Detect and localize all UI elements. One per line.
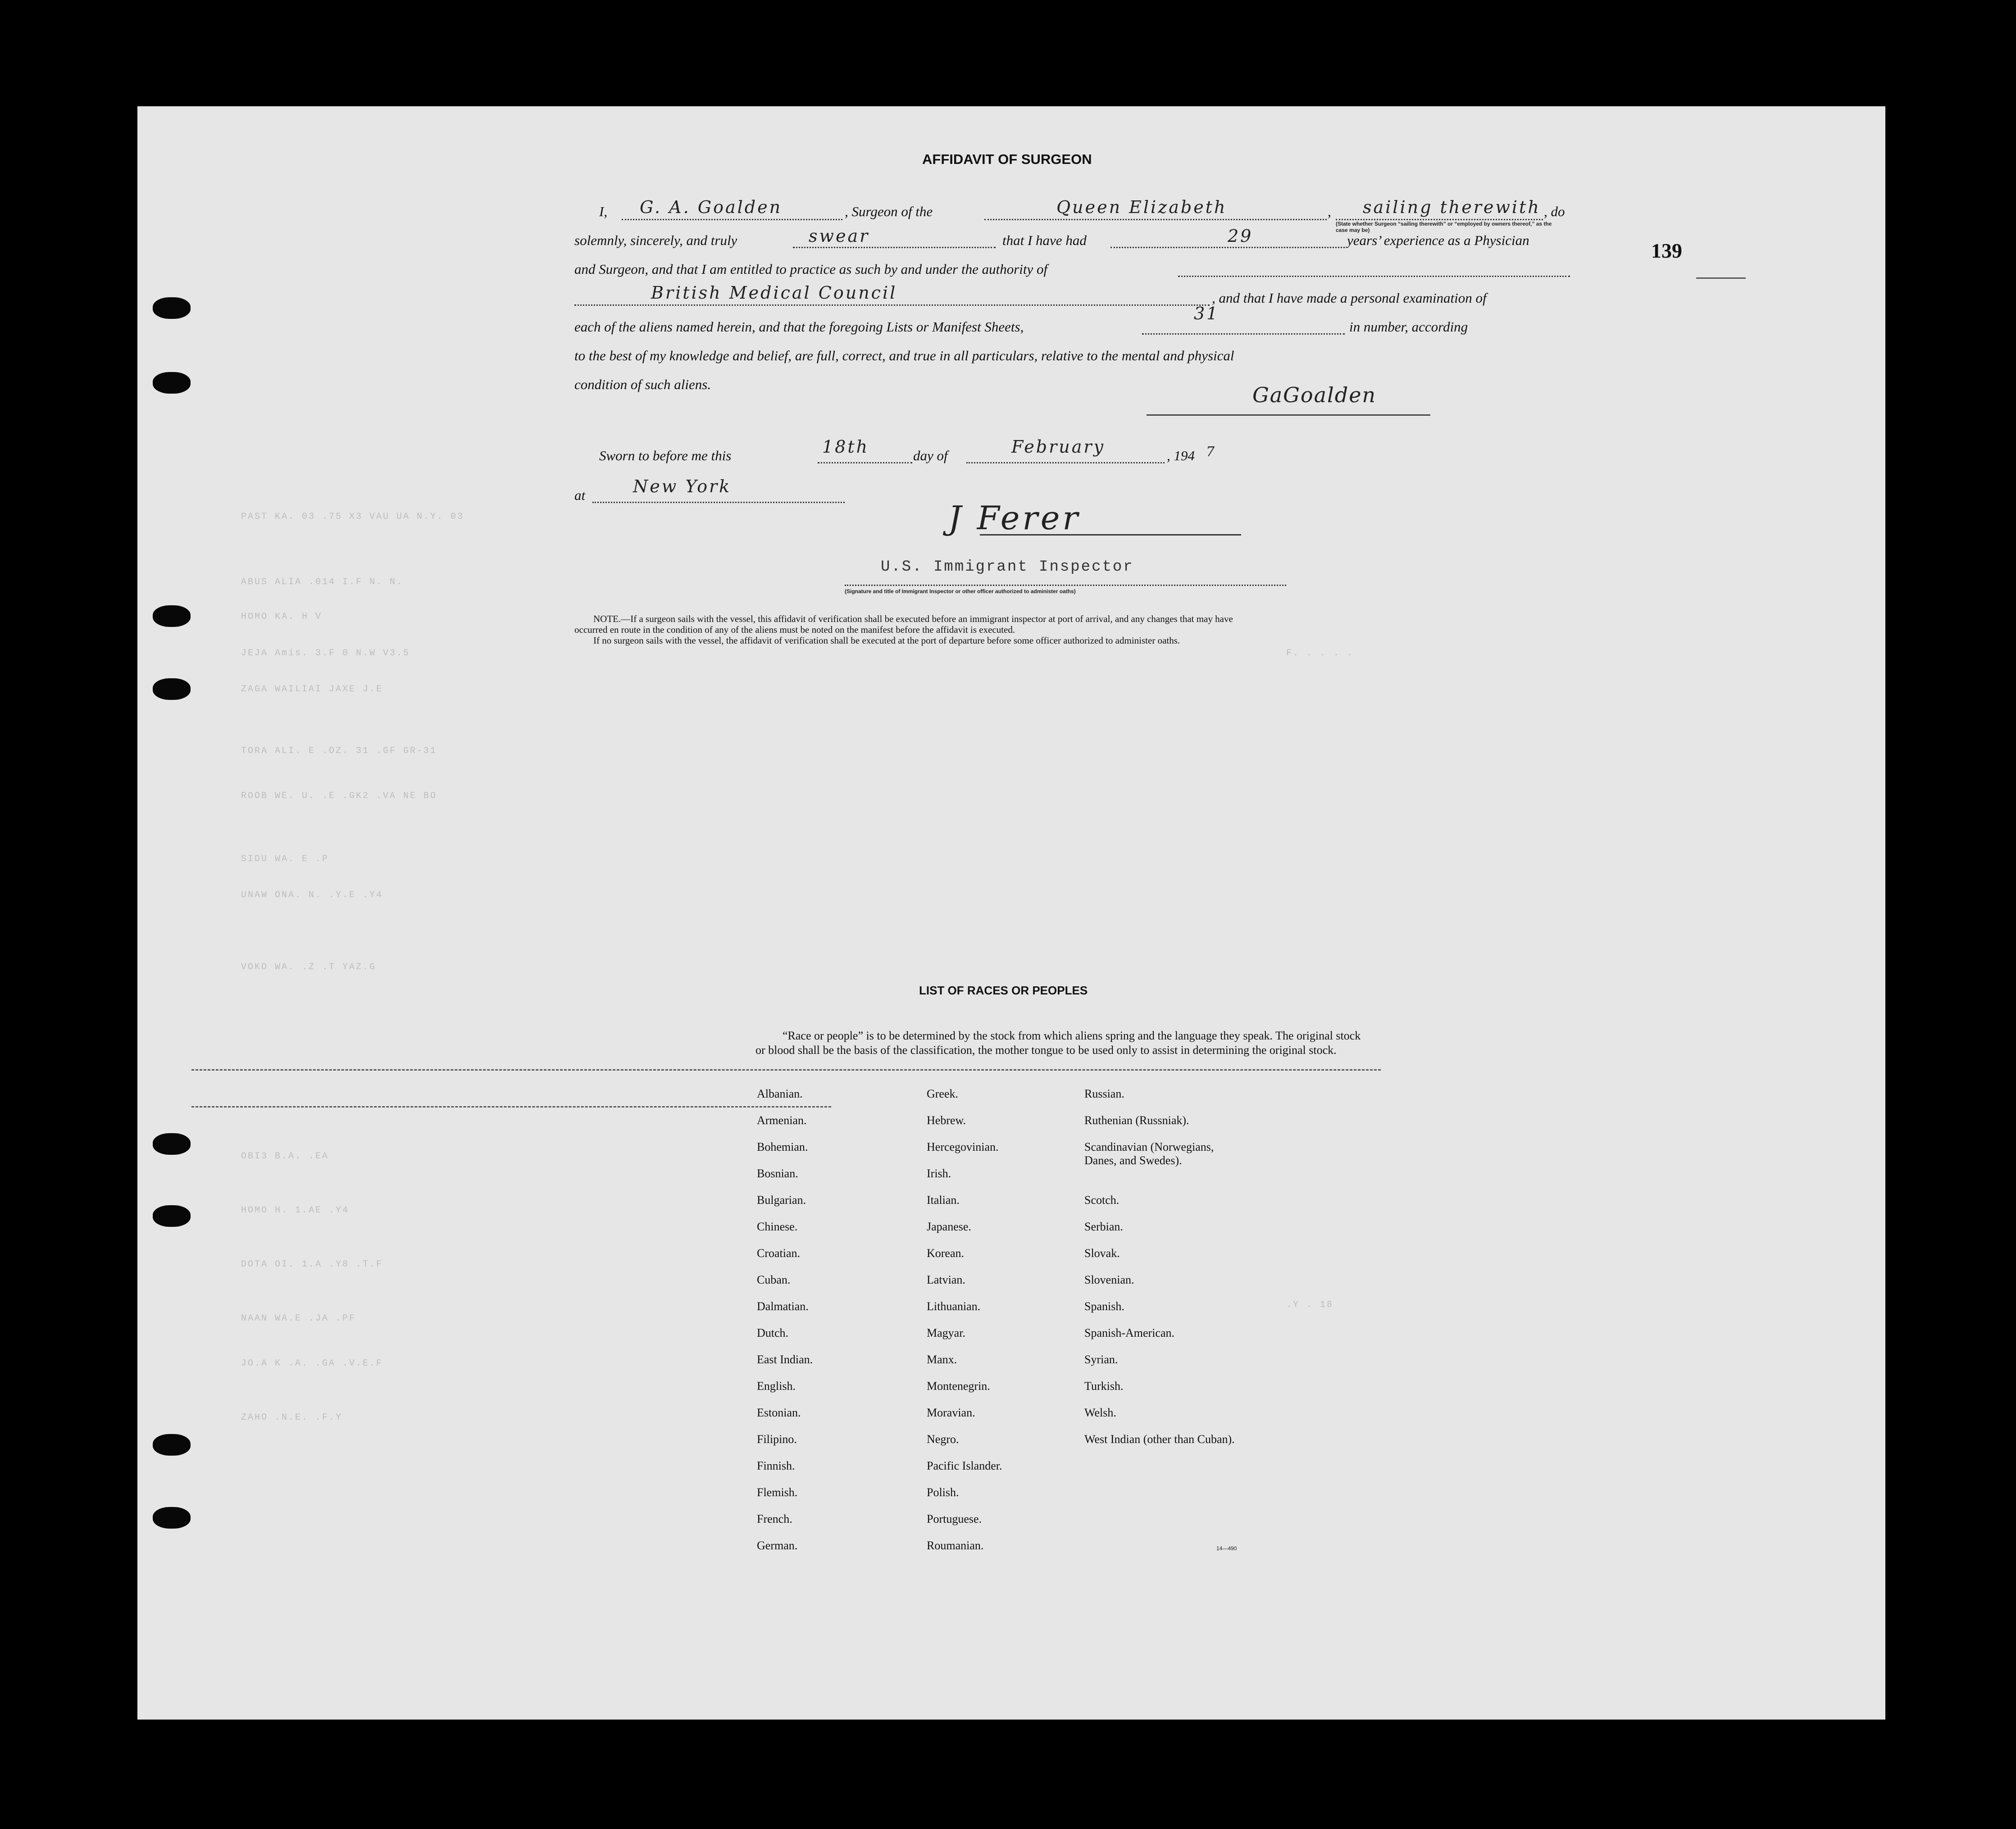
- race-item: Latvian.: [927, 1273, 965, 1286]
- dashed-rule: [191, 1106, 831, 1107]
- race-item: Spanish.: [1084, 1300, 1124, 1313]
- races-column-1: [757, 1087, 813, 1566]
- race-item: Roumanian.: [927, 1539, 984, 1552]
- race-item: East Indian.: [757, 1353, 813, 1366]
- affidavit-line7: condition of such aliens.: [574, 377, 711, 392]
- race-item: Italian.: [927, 1194, 960, 1207]
- race-item: Lithuanian.: [927, 1300, 981, 1313]
- affidavit-line5-a: each of the aliens named herein, and that the foregoing Lists or Manifest Sheets,: [574, 319, 1024, 335]
- document-page: [137, 106, 1885, 1720]
- authority-handwritten: British Medical Council: [651, 283, 897, 303]
- month-blank: [966, 462, 1165, 463]
- bleed-through-text: .Y . 18: [1286, 1300, 1334, 1310]
- bleed-through-text: ROOB WE. U. .E .GK2 .VA NE BO: [241, 791, 437, 801]
- affidavit-line1-c: ,: [1328, 204, 1331, 219]
- bleed-through-text: ZAHO .N.E. .F.Y: [241, 1412, 343, 1423]
- race-item: Bulgarian.: [757, 1194, 806, 1207]
- race-item: Armenian.: [757, 1114, 807, 1127]
- note-line3: If no surgeon sails with the vessel, the affidavit of verification shall be executed at the port of departure before some officer authorized to administer oaths.: [593, 635, 1180, 646]
- note-line2: occurred en route in the condition of any of the aliens must be noted on the manifest before the affidavit is executed.: [574, 624, 1015, 635]
- page-number: 139: [1651, 239, 1682, 262]
- race-item: Portuguese.: [927, 1512, 982, 1525]
- races-column-2: [927, 1087, 1002, 1566]
- sworn-text-a: Sworn to before me this: [599, 448, 732, 463]
- bleed-through-text: VOKO WA. .Z .T YAZ.G: [241, 962, 377, 972]
- binder-hole: [153, 1434, 191, 1456]
- bleed-through-text: PAST KA. 03 .75 X3 VAU UA N.Y. 03: [241, 512, 464, 522]
- binder-hole: [153, 605, 191, 627]
- bleed-through-text: TORA ALI. E .OZ. 31 .GF GR-31: [241, 746, 437, 756]
- affidavit-line1-d: , do: [1544, 204, 1565, 219]
- race-item: Estonian.: [757, 1406, 801, 1419]
- day-handwritten: 18th: [822, 437, 869, 457]
- binder-hole: [153, 1133, 191, 1155]
- bleed-through-text: OBI3 B.A. .EA: [241, 1151, 329, 1162]
- surgeon-name-handwritten: G. A. Goalden: [640, 197, 783, 217]
- oath-blank: [793, 247, 996, 248]
- race-item: German.: [757, 1539, 798, 1552]
- at-label: at: [574, 487, 586, 503]
- authority-blank-1: [1178, 276, 1570, 277]
- dashed-rule: [191, 1069, 1381, 1071]
- race-item: Polish.: [927, 1486, 959, 1499]
- race-item: Scandinavian (Norwegians, Danes, and Swedes).: [1084, 1140, 1214, 1167]
- race-item: Albanian.: [757, 1087, 803, 1100]
- race-item: West Indian (other than Cuban).: [1084, 1433, 1235, 1446]
- ship-name-blank: [984, 219, 1327, 220]
- race-item: Japanese.: [927, 1220, 971, 1233]
- race-item: Russian.: [1084, 1087, 1124, 1100]
- race-item: Spanish-American.: [1084, 1326, 1175, 1339]
- race-item: French.: [757, 1512, 792, 1525]
- race-item: Syrian.: [1084, 1353, 1118, 1366]
- race-item: Flemish.: [757, 1486, 798, 1499]
- day-blank: [818, 462, 912, 463]
- race-item: Manx.: [927, 1353, 957, 1366]
- inspector-blank: [845, 585, 1286, 586]
- race-item: Serbian.: [1084, 1220, 1123, 1233]
- sworn-text-c: , 194: [1167, 448, 1195, 463]
- bleed-through-text: HOMO KA. H V: [241, 612, 323, 622]
- bleed-through-text: ZAGA WAILIAI JAXE J.E: [241, 684, 383, 694]
- race-item: Moravian.: [927, 1406, 975, 1419]
- race-item: Finnish.: [757, 1459, 795, 1472]
- month-handwritten: February: [1011, 437, 1106, 457]
- bleed-through-text: ABUS ALIA .014 I.F N. N.: [241, 577, 404, 587]
- affidavit-line3: and Surgeon, and that I am entitled to practice as such by and under the authority of: [574, 261, 1048, 277]
- race-item: Bohemian.: [757, 1140, 808, 1153]
- capacity-handwritten: sailing therewith: [1363, 197, 1541, 217]
- oath-handwritten: swear: [809, 226, 870, 246]
- race-item: Bosnian.: [757, 1167, 798, 1180]
- binder-hole: [153, 1205, 191, 1227]
- races-title: LIST OF RACES OR PEOPLES: [919, 984, 1088, 997]
- bleed-through-text: NAAN WA.E .JA .PF: [241, 1313, 356, 1324]
- binder-hole: [153, 678, 191, 700]
- race-item: Greek.: [927, 1087, 959, 1100]
- sheets-blank: [1142, 333, 1345, 335]
- race-item: Slovenian.: [1084, 1273, 1134, 1286]
- race-item: Filipino.: [757, 1433, 797, 1446]
- race-item: Cuban.: [757, 1273, 791, 1286]
- margin-mark: [1696, 277, 1746, 279]
- races-column-3: [1084, 1087, 1247, 1486]
- bleed-through-text: JEJA Amis. 3.F 0 N.W V3.5: [241, 648, 410, 658]
- races-intro: “Race or people” is to be determined by the stock from which aliens spring and the language they speak. The original stock or blood shall be the basis of the classification, the mother tongue to be used only to assist in determining the original stock.: [755, 1029, 1361, 1057]
- inspector-signature-line: [980, 534, 1241, 536]
- note-line1: NOTE.—If a surgeon sails with the vessel, this affidavit of verification shall be executed before an immigrant inspector at port of arrival, and any changes that may have: [593, 613, 1233, 624]
- race-item: Dutch.: [757, 1326, 789, 1339]
- bleed-through-text: HOMO H. 1.AE .Y4: [241, 1205, 350, 1216]
- affidavit-title: AFFIDAVIT OF SURGEON: [922, 151, 1092, 167]
- race-item: Scotch.: [1084, 1194, 1119, 1207]
- bleed-through-text: SIDU WA. E .P: [241, 854, 329, 864]
- race-item: Irish.: [927, 1167, 951, 1180]
- bleed-through-text: F. . . . .: [1286, 648, 1354, 658]
- binder-hole: [153, 297, 191, 319]
- form-number: 14—490: [1216, 1545, 1237, 1552]
- race-item: Welsh.: [1084, 1406, 1116, 1419]
- years-handwritten: 29: [1228, 226, 1253, 246]
- affidavit-line1-a: I,: [599, 204, 608, 219]
- race-item: Pacific Islander.: [927, 1459, 1002, 1472]
- race-item: Montenegrin.: [927, 1380, 990, 1393]
- affidavit-line5-b: in number, according: [1349, 319, 1468, 335]
- place-handwritten: New York: [633, 477, 732, 496]
- bleed-through-text: DOTA OI. 1.A .Y8 .T.F: [241, 1259, 383, 1270]
- years-blank: [1110, 247, 1345, 248]
- inspector-caption: (Signature and title of Immigrant Inspector or other officer authorized to administer oaths): [845, 588, 1076, 595]
- affidavit-line4: , and that I have made a personal examination of: [1212, 290, 1487, 306]
- surgeon-name-blank: [622, 219, 842, 220]
- race-item: Hercegovinian.: [927, 1140, 999, 1153]
- affidavit-line2-a: solemnly, sincerely, and truly: [574, 232, 737, 248]
- affidavit-line2-b: that I have had: [1002, 232, 1087, 248]
- race-item: Croatian.: [757, 1247, 801, 1260]
- bleed-through-text: UNAW ONA. N. .Y.E .Y4: [241, 890, 383, 900]
- race-item: Chinese.: [757, 1220, 798, 1233]
- year-digit-handwritten: 7: [1206, 444, 1217, 460]
- bleed-through-text: JO.A K .A. .GA .V.E.F: [241, 1358, 383, 1369]
- inspector-signature: J Ferer: [948, 499, 1081, 537]
- capacity-note: (State whether Surgeon “sailing therewith” or “employed by owners thereof,” as the case may be): [1336, 221, 1552, 233]
- race-item: Negro.: [927, 1433, 959, 1446]
- race-item: Korean.: [927, 1247, 965, 1260]
- signature-line: [1147, 414, 1430, 416]
- binder-hole: [153, 1507, 191, 1529]
- race-item: Slovak.: [1084, 1247, 1120, 1260]
- race-item: Dalmatian.: [757, 1300, 809, 1313]
- sworn-text-b: day of: [913, 448, 948, 463]
- place-blank: [592, 502, 845, 503]
- surgeon-signature: GaGoalden: [1252, 383, 1377, 407]
- inspector-title-stamp: U.S. Immigrant Inspector: [881, 558, 1134, 576]
- capacity-blank: [1336, 219, 1543, 220]
- race-item: Ruthenian (Russniak).: [1084, 1114, 1189, 1127]
- race-item: English.: [757, 1380, 796, 1393]
- ship-name-handwritten: Queen Elizabeth: [1056, 197, 1227, 217]
- affidavit-line2-c: years’ experience as a Physician: [1347, 232, 1529, 248]
- race-item: Hebrew.: [927, 1114, 966, 1127]
- affidavit-line1-b: , Surgeon of the: [845, 204, 933, 219]
- affidavit-line6: to the best of my knowledge and belief, are full, correct, and true in all particulars, relative to the mental and physical: [574, 348, 1234, 363]
- sheets-handwritten: 31: [1194, 304, 1220, 323]
- binder-hole: [153, 372, 191, 394]
- authority-blank-2: [574, 304, 1210, 306]
- race-item: Turkish.: [1084, 1380, 1124, 1393]
- race-item: Magyar.: [927, 1326, 965, 1339]
